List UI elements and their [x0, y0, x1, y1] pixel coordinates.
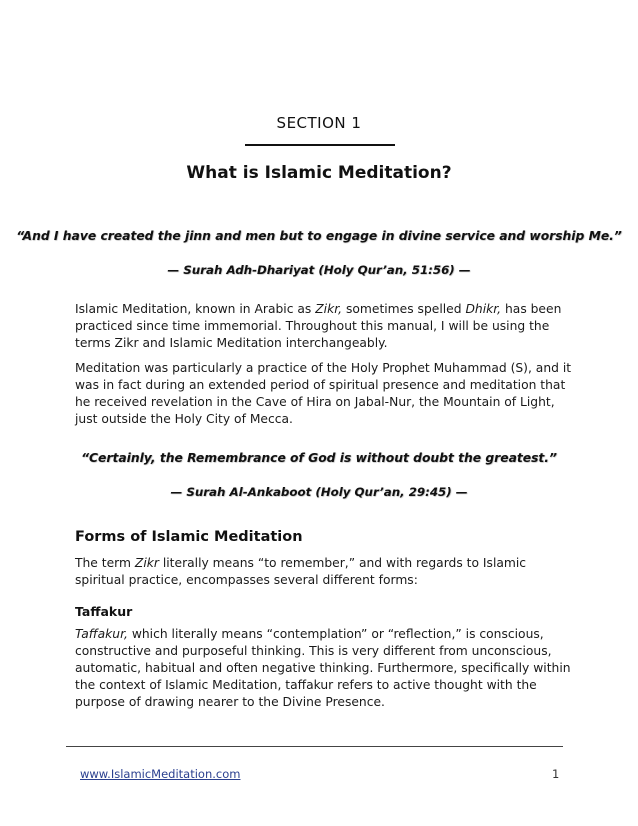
intro-paragraph-2: Meditation was particularly a practice of the Holy Prophet Muhammad (S), and it was in fact during an extended period of spiritual presence and meditation that he received revelation in the Cave of Hira on Jabal-Nur, the Mountain of Light, just outside the Holy City of Mecca. [75, 361, 572, 426]
taffakur-heading: Taffakur [75, 604, 133, 619]
forms-heading: Forms of Islamic Meditation [75, 529, 303, 545]
quote-1-text: “And I have created the jinn and men but to engage in divine service and worship Me.” [16, 229, 622, 243]
footer-website-link[interactable]: www.IslamicMeditation.com [80, 767, 241, 781]
page-number: 1 [552, 767, 560, 781]
section-divider [245, 144, 395, 146]
section-title: What is Islamic Meditation? [186, 163, 452, 183]
quote-1-reference: — Surah Adh-Dhariyat (Holy Qur’an, 51:56) — [167, 263, 471, 277]
forms-intro-paragraph: The term Zikr literally means “to remember,” and with regards to Islamic spiritual practice, encompasses several different forms: [75, 556, 527, 587]
taffakur-paragraph: Taffakur, which literally means “contemplation” or “reflection,” is conscious, constructive and purposeful thinking. This is very different from unconscious, automatic, habitual and often negative thinking. Furthermore, specifically within the context of Islamic Meditation, taffakur refers to active thought with the purpose of drawing nearer to the Divine Presence. [75, 627, 571, 709]
section-label: SECTION 1 [276, 114, 362, 132]
footer-divider [66, 746, 563, 747]
quote-2-text: “Certainly, the Remembrance of God is without doubt the greatest.” [81, 451, 557, 465]
intro-paragraph-1: Islamic Meditation, known in Arabic as Zikr, sometimes spelled Dhikr, has been practiced since time immemorial. Throughout this manual, I will be using the terms Zikr and Islamic Meditation interchangeably. [75, 302, 562, 350]
quote-2-reference: — Surah Al-Ankaboot (Holy Qur’an, 29:45) — [170, 485, 468, 499]
